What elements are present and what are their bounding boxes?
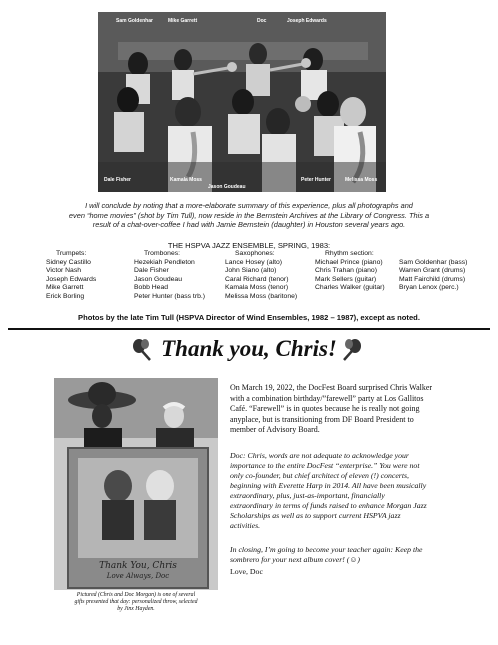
- gift-caption: [54, 592, 218, 614]
- photo-caption-bottom-2: Kamala Moss: [170, 177, 202, 183]
- article-line: extraordinary in terms of funds raised to enhance Morgan Jazz: [230, 501, 427, 510]
- photo-caption-bottom-3: Peter Hunter: [301, 177, 332, 183]
- photo-caption-top-1: Sam Goldenhar: [116, 18, 153, 24]
- roster-heading: Saxophones:: [235, 250, 275, 257]
- thanks-title: Thank you, Chris!: [161, 336, 337, 361]
- article-line: On March 19, 2022, the DocFest Board surprised Chris Walker: [230, 383, 433, 392]
- gift-caption-line: gifts presented that day: personalized throw, selected: [74, 599, 198, 606]
- roster-heading: Trombones:: [144, 250, 181, 257]
- roster-name: Victor Nash: [46, 267, 82, 275]
- gift-photo: [54, 378, 218, 590]
- photo-caption-top-2: Mike Garrett: [168, 18, 198, 24]
- roster-name: Lance Hosey (alto): [225, 258, 283, 266]
- roster-name: Mark Sellers (guitar): [315, 275, 377, 283]
- gift-caption-line: by Jinx Hayden.: [117, 606, 155, 613]
- roster-name: Chris Trahan (piano): [315, 267, 377, 275]
- roster-name: Peter Hunter (bass trb.): [134, 292, 206, 300]
- article-line: only co-founder, but chief architect of eleven (!) concerts,: [230, 471, 409, 480]
- article-line: beginning with Everette Harp in 2014. All have been musically: [230, 481, 427, 490]
- article-line: In closing, I’m going to become your teacher again: Keep the: [230, 545, 423, 554]
- roster-name: Caral Richard (tenor): [225, 275, 289, 283]
- article-signoff: Love, Doc: [230, 567, 263, 576]
- gift-photo-image: [54, 378, 218, 590]
- article-line: Doc: Chris, words are not adequate to acknowledge your: [230, 451, 409, 460]
- section-divider: [8, 328, 490, 330]
- intro-paragraph: [14, 201, 484, 230]
- throw-text-1: Thank You, Chris: [99, 561, 177, 571]
- roster-name: Mike Garrett: [46, 284, 84, 292]
- roster-name: Dale Fisher: [134, 267, 169, 275]
- roster-heading: Trumpets:: [56, 250, 87, 257]
- photo-credit: Photos by the late Tim Tull (HSPVA Director of Wind Ensembles, 1982 – 1987), except as noted.: [78, 313, 420, 322]
- roster-name: Hezekiah Pendleton: [134, 258, 195, 266]
- roster-name: Jason Goudeau: [134, 275, 182, 283]
- band-photo-image: [98, 12, 386, 192]
- intro-line: I will conclude by noting that a more-elaborate summary of this experience, plus all photographs and: [85, 201, 413, 210]
- article-line: anyplace, but is transitioning from DF Board President to: [230, 414, 414, 424]
- throw-text-2: Love Always, Doc: [106, 572, 170, 580]
- article-line: with a combination birthday/”farewell” party at Los Gallitos: [230, 393, 424, 403]
- article-line: importance to the entire DocFest “enterprise.” You were not: [230, 461, 420, 470]
- roster-title: THE HSPVA JAZZ ENSEMBLE, SPRING, 1983:: [167, 241, 331, 250]
- maraca-icon: [340, 338, 364, 362]
- roster-name: Michael Prince (piano): [315, 258, 383, 266]
- roster-name: Melissa Moss (baritone): [225, 292, 298, 300]
- roster-name: Bobb Head: [134, 284, 169, 292]
- roster-name: Sidney Castillo: [46, 258, 91, 266]
- roster-name: Joseph Edwards: [46, 275, 97, 283]
- intro-line: result of a chat-over-coffee I had with Jamie Bernstein (daughter) in Houston several years ago.: [92, 220, 406, 230]
- article-line: member of Advisory Board.: [230, 425, 320, 435]
- article-line: Café. “Farewell” is in quotes because he is really not going: [230, 404, 420, 414]
- roster-name: Warren Grant (drums): [399, 267, 466, 275]
- band-photo: [98, 12, 386, 192]
- roster-trombones: [134, 250, 205, 302]
- roster-name: Bryan Lenox (perc.): [399, 284, 459, 292]
- roster-name: John Siano (alto): [225, 267, 277, 275]
- article-line: sombrero for your next album cover! (☺): [230, 555, 360, 564]
- article-line: extraordinary, plus, just-as-important, financially: [230, 491, 385, 500]
- gift-caption-line: Pictured (Chris and Doc Morgan) is one of several: [76, 592, 196, 598]
- article-paragraph-1: [230, 383, 484, 436]
- photo-caption-bottom-4: Melissa Moss: [345, 177, 378, 183]
- roster-saxophones: [225, 250, 297, 302]
- article-line: activities.: [230, 521, 261, 530]
- article-paragraph-3: [230, 545, 484, 565]
- roster-rhythm: [315, 250, 385, 293]
- photo-caption-top-3: Doc: [257, 18, 267, 24]
- roster-trumpets: [46, 250, 96, 302]
- photo-caption-bottom-center: Jason Goudeau: [208, 184, 246, 190]
- article-line: Scholarships as well as to support current HSPVA jazz: [230, 511, 401, 520]
- roster-name: Erick Borling: [46, 292, 85, 300]
- article-paragraph-2: [230, 451, 484, 531]
- roster-heading: Rhythm section:: [325, 250, 374, 257]
- intro-line: even “home movies” (shot by Tim Tull), now reside in the Bernstein Archives at the Library of Congress. This a: [68, 210, 430, 220]
- roster-name: Kamala Moss (tenor): [225, 284, 289, 292]
- roster-name: Sam Goldenhar (bass): [399, 258, 468, 266]
- photo-caption-bottom-1: Dale Fisher: [104, 177, 131, 183]
- roster-name: Charles Walker (guitar): [315, 284, 385, 292]
- roster-rhythm-2: [399, 250, 467, 293]
- photo-caption-top-4: Joseph Edwards: [287, 18, 327, 24]
- roster-name: Matt Fairchild (drums): [399, 275, 466, 283]
